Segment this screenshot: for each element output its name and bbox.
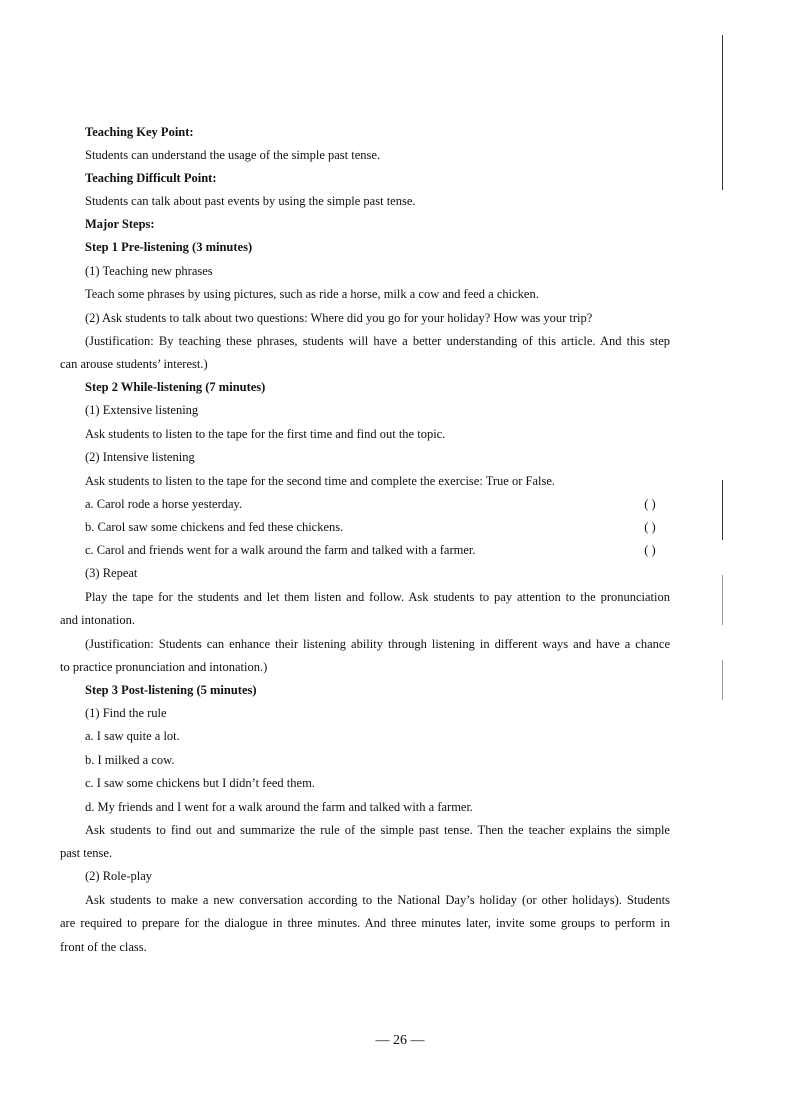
- rule-example-a: a. I saw quite a lot.: [85, 729, 180, 743]
- rule-example-b: b. I milked a cow.: [85, 753, 175, 767]
- answer-blank-a[interactable]: ( ): [644, 497, 656, 511]
- margin-scan-mark: [722, 660, 723, 700]
- step2-justification-line2: to practice pronunciation and intonation.): [60, 660, 268, 674]
- exercise-item-b: b. Carol saw some chickens and fed these chickens.: [85, 520, 344, 534]
- step2-sub1: (1) Extensive listening: [85, 403, 199, 417]
- margin-scan-mark: [722, 35, 723, 190]
- exercise-item-a: a. Carol rode a horse yesterday.: [85, 497, 243, 511]
- step2-sub3: (3) Repeat: [85, 566, 138, 580]
- step1-justification-line1: (Justification: By teaching these phrases, students will have a better understanding of this article. And this step: [85, 334, 670, 348]
- step3-sub2: (2) Role-play: [85, 869, 152, 883]
- step2-heading: Step 2 While-listening (7 minutes): [85, 380, 266, 394]
- step2-sub3-text-line2: and intonation.: [60, 613, 135, 627]
- key-point-heading: Teaching Key Point:: [85, 125, 194, 139]
- step1-sub2: (2) Ask students to talk about two questions: Where did you go for your holiday? How was your trip?: [85, 311, 593, 325]
- step1-sub1: (1) Teaching new phrases: [85, 264, 213, 278]
- step2-justification-line1: (Justification: Students can enhance their listening ability through listening in different ways and have a chance: [85, 637, 670, 651]
- step3-role-line3: front of the class.: [60, 940, 147, 954]
- step3-role-line1: Ask students to make a new conversation according to the National Day’s holiday (or other holidays). Students: [85, 893, 670, 907]
- step1-heading: Step 1 Pre-listening (3 minutes): [85, 240, 253, 254]
- answer-blank-c[interactable]: ( ): [644, 543, 656, 557]
- step2-sub3-text-line1: Play the tape for the students and let them listen and follow. Ask students to pay attention to the pronunciation: [85, 590, 670, 604]
- step3-heading: Step 3 Post-listening (5 minutes): [85, 683, 257, 697]
- step3-sub1: (1) Find the rule: [85, 706, 167, 720]
- rule-example-d: d. My friends and I went for a walk around the farm and talked with a farmer.: [85, 800, 474, 814]
- answer-blank-b[interactable]: ( ): [644, 520, 656, 534]
- step2-sub2: (2) Intensive listening: [85, 450, 195, 464]
- difficult-point-text: Students can talk about past events by using the simple past tense.: [85, 194, 416, 208]
- margin-scan-mark: [722, 480, 723, 540]
- major-steps-heading: Major Steps:: [85, 217, 155, 231]
- step3-role-line2: are required to prepare for the dialogue in three minutes. And three minutes later, invite some groups to perform in: [60, 916, 670, 930]
- step3-rule-line2: past tense.: [60, 846, 113, 860]
- key-point-text: Students can understand the usage of the simple past tense.: [85, 148, 381, 162]
- exercise-item-c: c. Carol and friends went for a walk around the farm and talked with a farmer.: [85, 543, 476, 557]
- step1-justification-line2: can arouse students’ interest.): [60, 357, 208, 371]
- rule-example-c: c. I saw some chickens but I didn’t feed them.: [85, 776, 315, 790]
- margin-scan-mark: [722, 575, 723, 625]
- step1-sub1-text: Teach some phrases by using pictures, such as ride a horse, milk a cow and feed a chicken.: [85, 287, 539, 301]
- step3-rule-line1: Ask students to find out and summarize the rule of the simple past tense. Then the teacher explains the simple: [85, 823, 670, 837]
- step2-sub1-text: Ask students to listen to the tape for the first time and find out the topic.: [85, 427, 446, 441]
- step2-sub2-text: Ask students to listen to the tape for the second time and complete the exercise: True or False.: [85, 474, 556, 488]
- difficult-point-heading: Teaching Difficult Point:: [85, 171, 217, 185]
- page-number: — 26 —: [375, 1033, 425, 1048]
